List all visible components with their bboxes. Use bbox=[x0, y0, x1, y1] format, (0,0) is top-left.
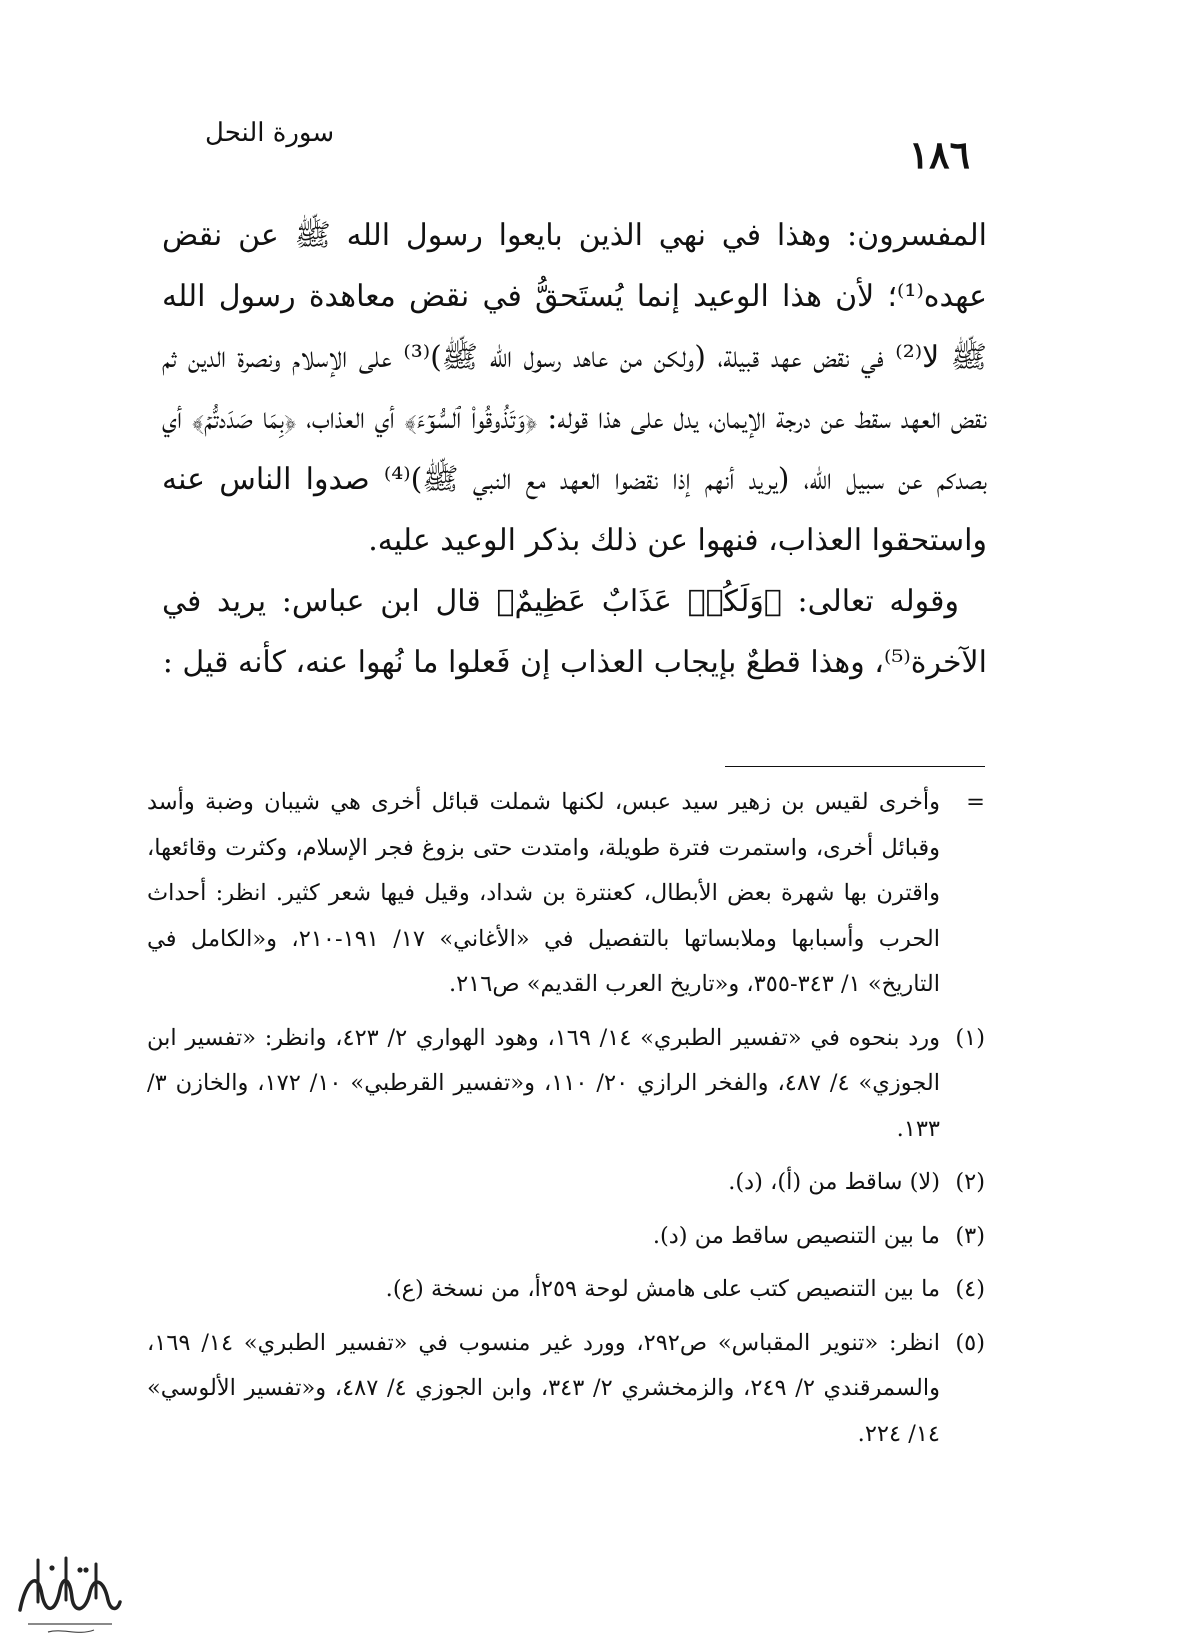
body-paragraph: المفسرون: وهذا في نهي الذين بايعوا رسول الله ﷺ عن نقض عهده⁽¹⁾؛ لأن هذا الوعيد إنما يُستَحقُّ في نقض معاهدة رسول الله ﷺ لا⁽²⁾ في نقض عهد قبيلة، (ولكن من عاهد رسول الله ﷺ)⁽³⁾ على الإسلام ونصرة الدين ثم نقض العهد سقط عن درجة الإيمان، يدل على هذا قوله: ﴿وَتَذُوقُواْ ٱلسُّوٓءَ﴾ أي العذاب، ﴿بِمَا صَدَدتُّمۡ﴾ أي بصدكم عن سبيل الله، (يريد أنهم إذا نقضوا العهد مع النبي ﷺ)⁽⁴⁾ صدوا الناس عنه واستحقوا العذاب، فنهوا عن ذلك بذكر الوعيد عليه. bbox=[162, 218, 987, 558]
footnote-text: وأخرى لقيس بن زهير سيد عبس، لكنها شملت قبائل أخرى هي شيبان وضبة وأسد وقبائل أخرى، واستمرت فترة طويلة، وامتدت حتى بزوغ فجر الإسلام، وكثرت وقائعها، واقترن بها شهرة بعض الأبطال، كعنترة بن شداد، وقيل فيها شعر كثير. انظر: أحداث الحرب وأسبابها وملابساتها بالتفصيل في «الأغاني» ١٧/ ١٩١-٢١٠، و«الكامل في التاريخ» ١/ ٣٤٣-٣٥٥، و«تاريخ العرب القديم» ص٢١٦. bbox=[147, 789, 940, 997]
page-number: ١٨٦ bbox=[908, 132, 970, 177]
footnote-marker: (٣) bbox=[955, 1222, 985, 1249]
footnote-text: ما بين التنصيص كتب على هامش لوحة ٢٥٩أ، من نسخة (ع). bbox=[385, 1276, 940, 1302]
footnote-marker: (٢) bbox=[955, 1169, 985, 1195]
footnote-text: ما بين التنصيص ساقط من (د). bbox=[652, 1222, 940, 1249]
running-title: سورة النحل bbox=[205, 118, 335, 148]
footnote-text: انظر: «تنوير المقباس» ص٢٩٢، وورد غير منسوب في «تفسير الطبري» ١٤/ ١٦٩، والسمرقندي ٢/ ٢٤٩، والزمخشري ٢/ ٣٤٣، وابن الجوزي ٤/ ٤٨٧، و«تفسير الألوسي» ١٤/ ٢٢٤. bbox=[147, 1329, 940, 1447]
footnote-3 bbox=[147, 1214, 985, 1260]
footnote-text: ورد بنحوه في «تفسير الطبري» ١٤/ ١٦٩، وهود الهواري ٢/ ٤٢٣، وانظر: «تفسير ابن الجوزي» ٤/ ٤٨٧، والفخر الرازي ٢٠/ ١١٠، و«تفسير القرطبي» ١٠/ ١٧٢، والخازن ٣/ ١٣٣. bbox=[147, 1024, 941, 1142]
footnote-marker: = bbox=[966, 789, 985, 815]
footnote-text: (لا) ساقط من (أ)، (د). bbox=[728, 1169, 940, 1195]
body-paragraph: وقوله تعالى: ﴿وَلَكُمۡ عَذَابٌ عَظِيمٌ﴾ قال ابن عباس: يريد في الآخرة⁽⁵⁾، وهذا قطعٌ بإيجاب العذاب إن فَعلوا ما نُهوا عنه، كأنه قيل : bbox=[162, 584, 987, 680]
footnote-5 bbox=[147, 1321, 985, 1458]
footnote-separator bbox=[725, 766, 985, 767]
main-text bbox=[162, 205, 987, 693]
footnotes bbox=[147, 780, 985, 1457]
calligraphy-logo bbox=[8, 1540, 128, 1640]
footnote-4 bbox=[147, 1267, 985, 1313]
footnote-2 bbox=[147, 1160, 985, 1206]
footnote-marker: (٥) bbox=[955, 1329, 985, 1356]
footnote-1 bbox=[147, 1016, 985, 1153]
footnote-marker: (١) bbox=[955, 1024, 985, 1051]
footnote-marker: (٤) bbox=[955, 1276, 985, 1302]
footnote-continuation bbox=[147, 780, 985, 1008]
